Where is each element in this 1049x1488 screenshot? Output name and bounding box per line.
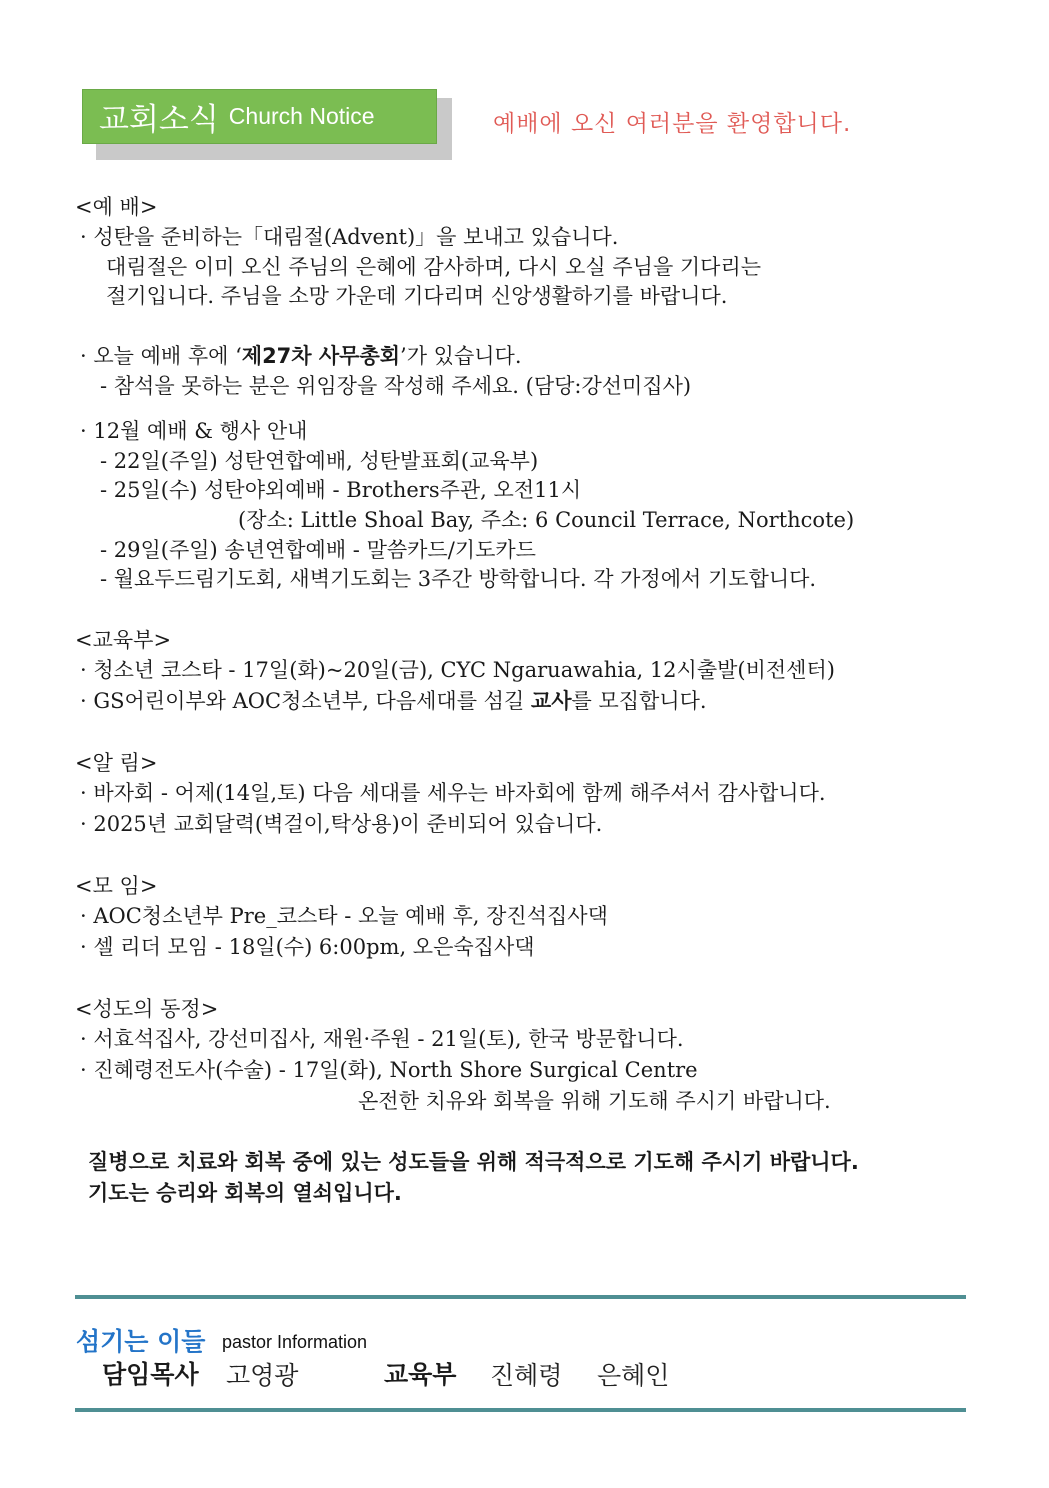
worship-line: - 25일(수) 성탄야외예배 - Brothers주관, 오전11시 xyxy=(100,478,582,502)
staff-name: 은혜인 xyxy=(597,1361,670,1390)
worship-line-pre: · 오늘 예배 후에 ‘ xyxy=(80,344,242,368)
staff-name: 고영광 xyxy=(226,1361,299,1390)
worship-line: - 참석을 못하는 분은 위임장을 작성해 주세요. (담당:강선미집사) xyxy=(100,374,692,398)
members-line: · 서효석집사, 강선미집사, 재원·주원 - 21일(토), 한국 방문합니다. xyxy=(80,1027,684,1051)
header-title-box xyxy=(82,89,437,144)
education-line: · 청소년 코스타 - 17일(화)~20일(금), CYC Ngaruawahia, 12시출발(비전센터) xyxy=(80,658,835,682)
worship-heading: <예 배> xyxy=(75,195,158,219)
members-line: · 진혜령전도사(수술) - 17일(화), North Shore Surgical Centre xyxy=(80,1058,698,1082)
worship-line: · 12월 예배 & 행사 안내 xyxy=(80,419,308,443)
members-heading: <성도의 동정> xyxy=(75,997,219,1021)
education-line-teachers xyxy=(80,686,707,716)
closing-message xyxy=(88,1147,859,1209)
notice-heading: <알 림> xyxy=(75,751,158,775)
members-line: 온전한 치유와 회복을 위해 기도해 주시기 바랍니다. xyxy=(358,1089,831,1113)
education-line-pre: · GS어린이부와 AOC청소년부, 다음세대를 섬길 xyxy=(80,689,531,713)
header-title-en: Church Notice xyxy=(228,103,375,129)
worship-line-post: ’가 있습니다. xyxy=(400,344,522,368)
education-heading: <교육부> xyxy=(75,628,172,652)
teacher-label: 교사 xyxy=(530,689,572,713)
worship-line: - 22일(주일) 성탄연합예배, 성탄발표회(교육부) xyxy=(100,449,539,473)
notice-line: · 2025년 교회달력(벽걸이,탁상용)이 준비되어 있습니다. xyxy=(80,812,603,836)
notice-line: · 바자회 - 어제(14일,토) 다음 세대를 세우는 바자회에 함께 해주셔서 감사합니다. xyxy=(80,781,826,805)
worship-line-meeting xyxy=(80,341,522,371)
worship-line: 대림절은 이미 오신 주님의 은혜에 감사하며, 다시 오실 주님을 기다리는 xyxy=(106,255,762,279)
closing-line: 질병으로 치료와 회복 중에 있는 성도들을 위해 적극적으로 기도해 주시기 바랍니다. xyxy=(88,1150,859,1174)
worship-line: 절기입니다. 주님을 소망 가운데 기다리며 신앙생활하기를 바랍니다. xyxy=(106,284,728,308)
header-title-ko: 교회소식 xyxy=(99,102,219,138)
footer-bottom-divider xyxy=(75,1408,966,1412)
meeting-line: · AOC청소년부 Pre_코스타 - 오늘 예배 후, 장진석집사댁 xyxy=(80,904,608,928)
staff-title: 섬기는 이들 xyxy=(76,1327,206,1356)
welcome-message: 예배에 오신 여러분을 환영합니다. xyxy=(493,111,852,137)
meeting-line: · 셀 리더 모임 - 18일(수) 6:00pm, 오은숙집사댁 xyxy=(80,935,535,959)
staff-name: 진혜령 xyxy=(490,1361,563,1390)
staff-subtitle: pastor Information xyxy=(222,1332,368,1352)
worship-line: - 29일(주일) 송년연합예배 - 말씀카드/기도카드 xyxy=(100,538,536,562)
worship-line: (장소: Little Shoal Bay, 주소: 6 Council Terrace, Northcote) xyxy=(238,508,855,532)
staff-role-senior-pastor: 담임목사 xyxy=(102,1360,199,1389)
education-line-post: 를 모집합니다. xyxy=(571,689,707,713)
worship-line: - 월요두드림기도회, 새벽기도회는 3주간 방학합니다. 각 가정에서 기도합니다. xyxy=(100,567,817,591)
general-assembly-label: 제27차 사무총회 xyxy=(241,344,401,368)
staff-role-education: 교육부 xyxy=(384,1360,457,1389)
footer-top-divider xyxy=(75,1295,966,1299)
worship-line: · 성탄을 준비하는「대림절(Advent)」을 보내고 있습니다. xyxy=(80,225,619,249)
meeting-heading: <모 임> xyxy=(75,874,158,898)
closing-line: 기도는 승리와 회복의 열쇠입니다. xyxy=(88,1181,402,1205)
